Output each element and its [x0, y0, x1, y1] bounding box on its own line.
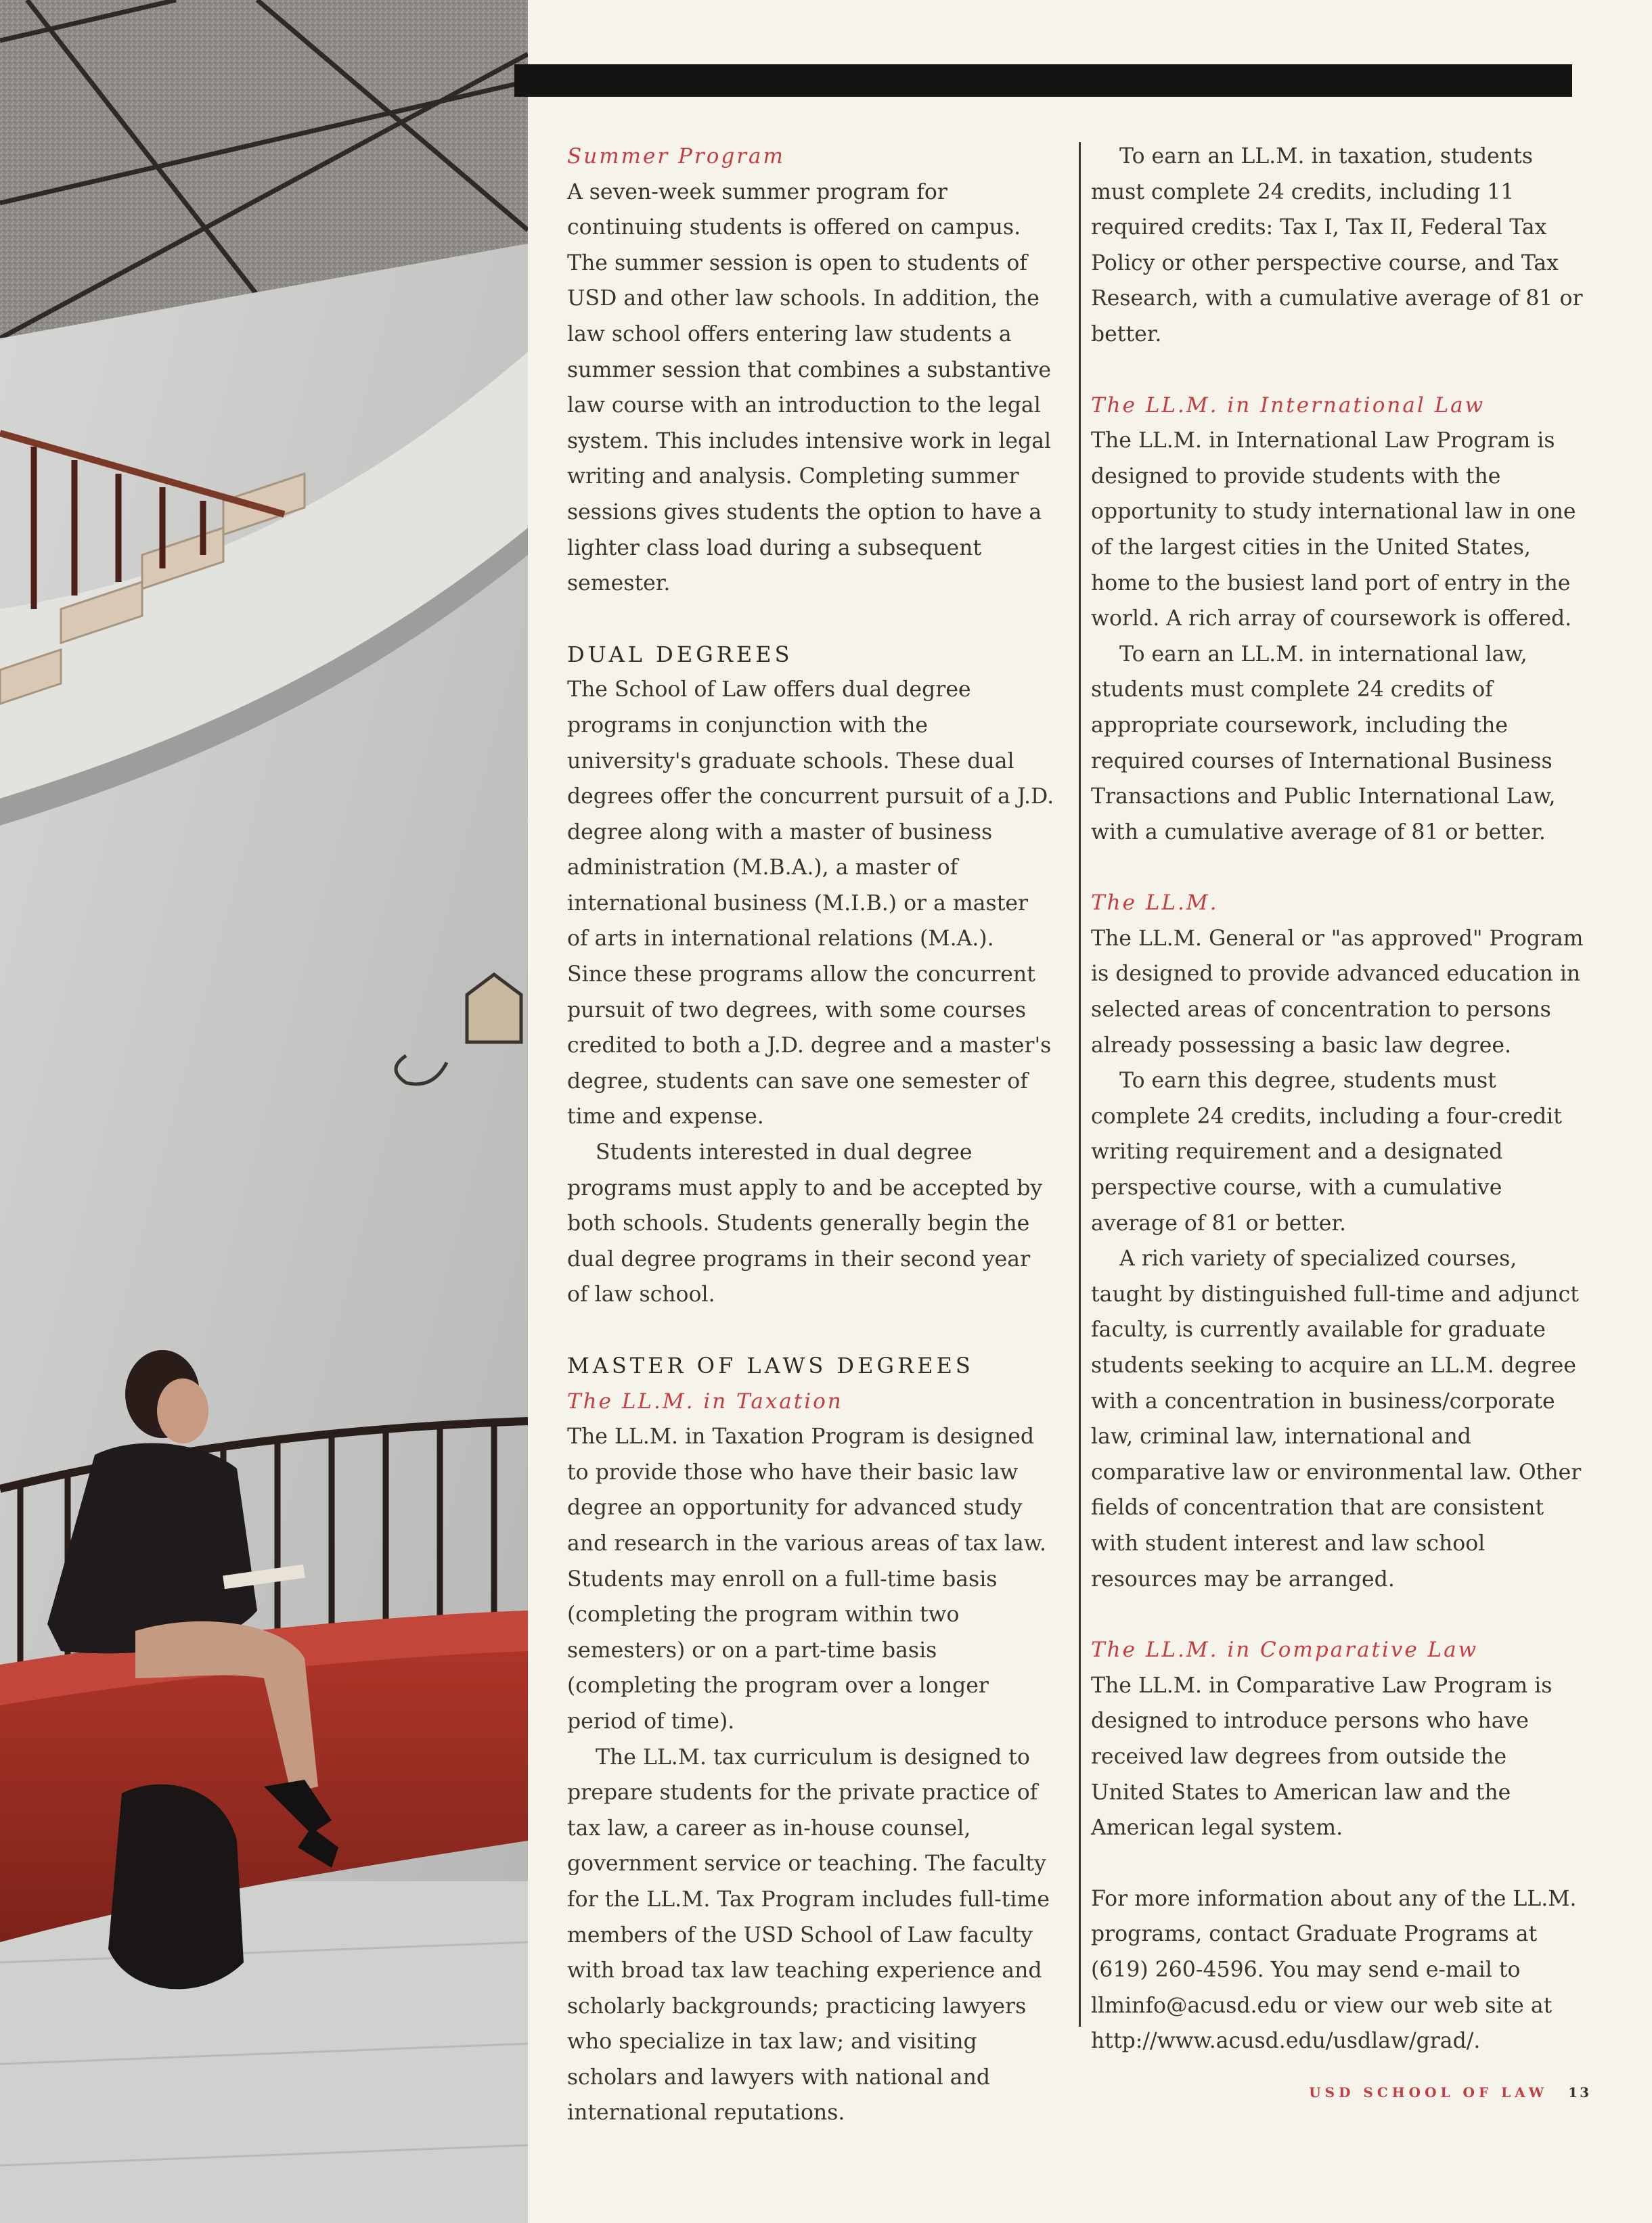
- summer-program-text: A seven-week summer program for continuing students is offered on campus. The summer session is open to students of USD and other law schools. In addition, the law school offers entering law students a summer session that combines a substantive law course with an introduction to the legal system. This includes intensive work in legal writing and analysis. Completing summer sessions gives students the option to have a lighter class load during a subsequent semester.: [567, 179, 1052, 596]
- stairwell-photo: [0, 0, 528, 2223]
- summer-program-heading: Summer Program: [567, 144, 785, 169]
- header-rule: [514, 64, 1572, 97]
- page-footer: [1309, 2084, 1591, 2101]
- llm-comparative-text: The LL.M. in Comparative Law Program is designed to introduce persons who have received law degrees from outside the United States to American law and the American legal system.: [1091, 1673, 1553, 1841]
- dual-degrees-text-1: The School of Law offers dual degree programs in conjunction with the university's graduate schools. These dual degrees offer the concurrent pursuit of a J.D. degree along with a master of business administration (M.B.A.), a master of international business (M.I.B.) or a master of arts in international relations (M.A.). Since these programs allow the concurrent pursuit of two degrees, with some courses credited to both a J.D. degree and a master's degree, students can save one semester of time and expense.: [567, 677, 1054, 1129]
- column-divider: [1079, 142, 1081, 2027]
- contact-info: For more information about any of the LL.M. programs, contact Graduate Programs at (619) 260-4596. You may send e-mail to llminfo@acusd.edu or view our web site at http://www.acusd.edu/usdlaw/grad/.: [1091, 1886, 1577, 2054]
- right-column: [1091, 139, 1585, 2059]
- footer-school-name: USD SCHOOL OF LAW: [1309, 2084, 1548, 2101]
- masters-heading: MASTER OF LAWS DEGREES: [567, 1353, 974, 1378]
- llm-taxation-text-1: The LL.M. in Taxation Program is designed to provide those who have their basic law degree an opportunity for advanced study and research in the various areas of tax law. Students may enroll on a full-time basis (completing the program within two semesters) or on a part-time basis (completing the program over a longer period of time).: [567, 1424, 1047, 1734]
- llm-international-text-1: The LL.M. in International Law Program is designed to provide students with the opportunity to study international law in one of the largest cities in the United States, home to the busiest land port of entry in the world. A rich array of coursework is offered.: [1091, 428, 1576, 631]
- llm-general-text-3: A rich variety of specialized courses, taught by distinguished full-time and adjunct faculty, is currently available for graduate students seeking to acquire an LL.M. degree with a concentration in business/corporate law, criminal law, international and comparative law or environmental law. Other fields of concentration that are consistent with student interest and law school resources may be arranged.: [1091, 1247, 1582, 1592]
- page-number: 13: [1568, 2084, 1591, 2101]
- llm-taxation-text-3: To earn an LL.M. in taxation, students must complete 24 credits, including 11 required credits: Tax I, Tax II, Federal Tax Policy or other perspective course, and Tax Research, with a cumulative average of 81 or better.: [1091, 144, 1583, 346]
- llm-taxation-heading: The LL.M. in Taxation: [567, 1389, 843, 1414]
- llm-international-heading: The LL.M. in International Law: [1091, 392, 1486, 418]
- llm-taxation-text-2: The LL.M. tax curriculum is designed to prepare students for the private practice of tax law, a career as in-house counsel, government service or teaching. The faculty for the LL.M. Tax Program includes full-time members of the USD School of Law faculty with broad tax law teaching experience and scholarly backgrounds; practicing lawyers who specialize in tax law; and visiting scholars and lawyers with national and international reputations.: [567, 1745, 1050, 2126]
- dual-degrees-text-2: Students interested in dual degree programs must apply to and be accepted by both schools. Students generally begin the dual degree programs in their second year of law school.: [567, 1140, 1043, 1307]
- llm-general-text-2: To earn this degree, students must complete 24 credits, including a four-credit writing requirement and a designated perspective course, with a cumulative average of 81 or better.: [1091, 1069, 1562, 1236]
- dual-degrees-heading: DUAL DEGREES: [567, 641, 793, 667]
- llm-international-text-2: To earn an LL.M. in international law, students must complete 24 credits of appropriate coursework, including the required courses of International Business Transactions and Public International Law, with a cumulative average of 81 or better.: [1091, 642, 1556, 845]
- llm-general-text-1: The LL.M. General or "as approved" Program is designed to provide advanced education in selected areas of concentration to persons already possessing a basic law degree.: [1091, 926, 1584, 1058]
- left-column: [567, 139, 1054, 2131]
- llm-general-heading: The LL.M.: [1091, 891, 1219, 916]
- llm-comparative-heading: The LL.M. in Comparative Law: [1091, 1638, 1479, 1663]
